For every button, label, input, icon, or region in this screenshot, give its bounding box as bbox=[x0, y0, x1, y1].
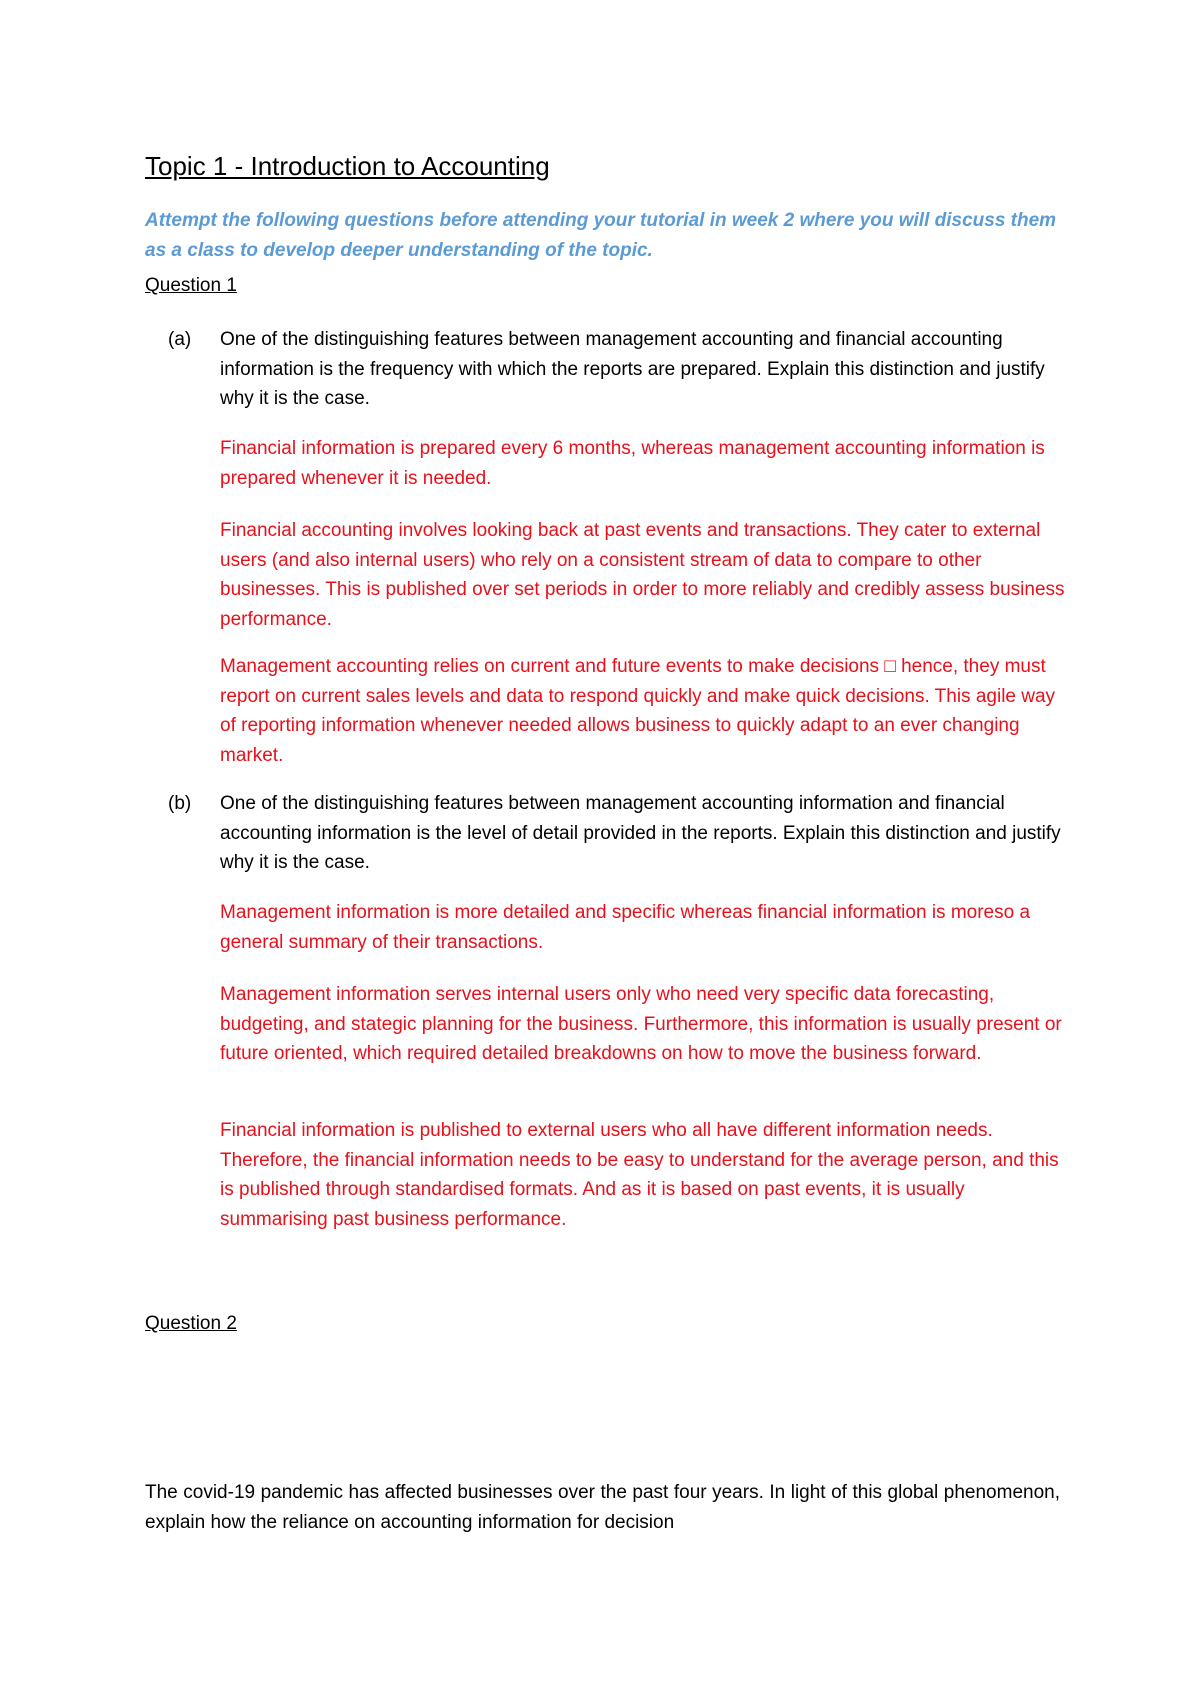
question-2-text: The covid-19 pandemic has affected businesses over the past four years. In light of this global phenomenon, explain how the reliance on accounting information for decision bbox=[145, 1482, 1060, 1533]
question-1a bbox=[168, 325, 1068, 414]
question-1a-text: One of the distinguishing features between management accounting and financial accounting information is the frequency with which the reports are prepared. Explain this distinction and justify why it is the case. bbox=[220, 329, 1045, 409]
answer-1b-3: Financial information is published to external users who all have different information needs. Therefore, the financial information needs to be easy to understand for the average person, and this is published through standardised formats. And as it is based on past events, it is usually summarising past business performance. bbox=[220, 1120, 1059, 1230]
question-1b bbox=[168, 789, 1068, 878]
answer-1b-1: Management information is more detailed and specific whereas financial information is moreso a general summary of their transactions. bbox=[220, 902, 1031, 953]
question-1b-text: One of the distinguishing features between management accounting information and financial accounting information is the level of detail provided in the reports. Explain this distinction and justify why it is the case. bbox=[220, 793, 1061, 873]
answer-1a-3: Management accounting relies on current and future events to make decisions □ hence, they must report on current sales levels and data to respond quickly and make quick decisions. This agile way of reporting information whenever needed allows business to quickly adapt to an ever changing market. bbox=[220, 656, 1056, 766]
answer-1b-2: Management information serves internal users only who need very specific data forecasting, budgeting, and stategic planning for the business. Furthermore, this information is usually present or future oriented, which required detailed breakdowns on how to move the business forward. bbox=[220, 984, 1062, 1064]
question-1a-marker: (a) bbox=[168, 329, 192, 350]
answer-1a-2: Financial accounting involves looking back at past events and transactions. They cater to external users (and also internal users) who rely on a consistent stream of data to compare to other businesses. This is published over set periods in order to more reliably and credibly assess business performance. bbox=[220, 520, 1065, 630]
answer-1a-1: Financial information is prepared every 6 months, whereas management accounting information is prepared whenever it is needed. bbox=[220, 438, 1045, 489]
question-1-heading: Question 1 bbox=[145, 275, 237, 296]
page-title: Topic 1 - Introduction to Accounting bbox=[145, 151, 550, 181]
intro-instructions: Attempt the following questions before attending your tutorial in week 2 where you will discuss them as a class to develop deeper understanding of the topic. bbox=[145, 210, 1057, 261]
question-2-heading: Question 2 bbox=[145, 1313, 237, 1334]
question-1b-marker: (b) bbox=[168, 793, 192, 814]
